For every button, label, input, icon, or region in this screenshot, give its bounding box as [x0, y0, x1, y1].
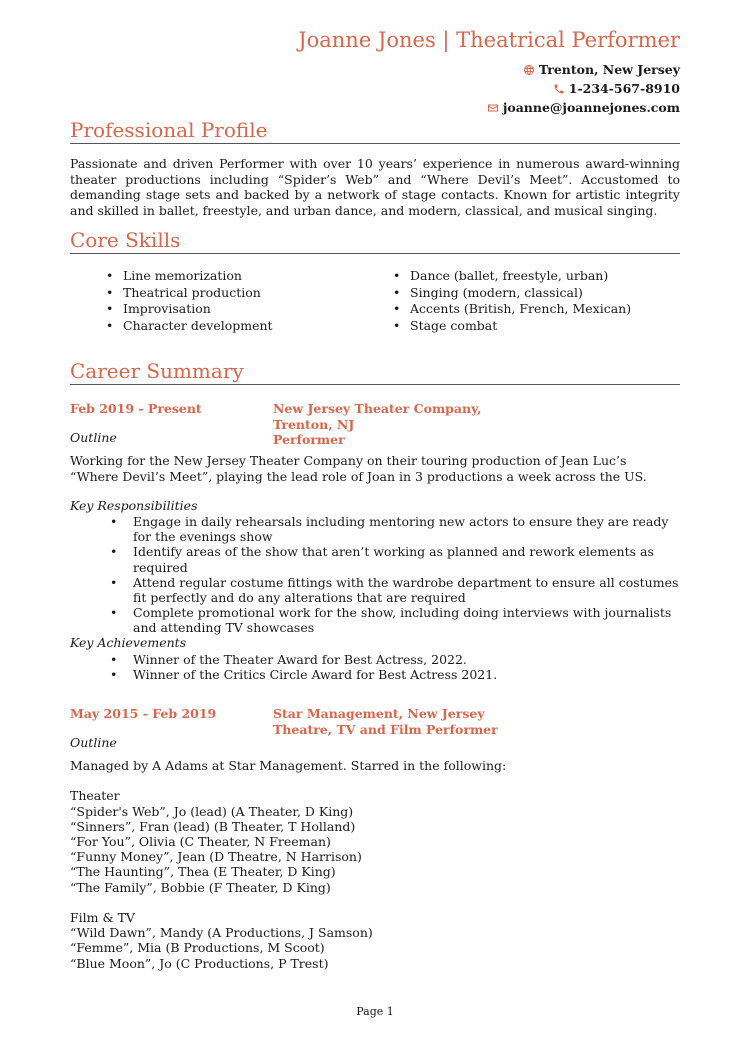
skills-column-left [106, 268, 393, 334]
profile-section-heading [70, 118, 680, 144]
page-title: Joanne Jones | Theatrical Performer [298, 28, 680, 52]
skill-item: • Character development [106, 318, 393, 335]
job-credits-list [70, 758, 670, 971]
outline-label: Outline [70, 735, 117, 750]
job-org-block [273, 401, 533, 448]
location-text: Trenton, New Jersey [538, 62, 680, 77]
job-dates: Feb 2019 - Present [70, 401, 202, 416]
list-item: • Attend regular costume fittings with the wardrobe department to ensure all costumes fit perfectly and do any alterations that are required [110, 575, 680, 605]
job-dates: May 2015 - Feb 2019 [70, 706, 217, 721]
credit-line: “Spider's Web”, Jo (lead) (A Theater, D King) [70, 803, 354, 819]
credit-line [70, 895, 670, 910]
list-item: • Identify areas of the show that aren’t working as planned and rework elements as required [110, 544, 680, 574]
list-item: • Engage in daily rehearsals including mentoring new actors to ensure they are ready for the evenings show [110, 514, 680, 544]
job-role: Theatre, TV and Film Performer [273, 721, 498, 737]
credit-line: “Funny Money”, Jean (D Theatre, N Harrison) [70, 849, 362, 865]
skill-item: • Dance (ballet, freestyle, urban) [393, 268, 680, 285]
responsibilities-list [110, 514, 680, 636]
credit-line: “Sinners”, Fran (lead) (B Theater, T Holland) [70, 818, 356, 834]
job-org: Star Management, New Jersey [273, 706, 485, 721]
profile-text: Passionate and driven Performer with over 10 years’ experience in numerous award-winning theater productions including “Spider’s Web” and “Where Devil’s Meet”. Accustomed to demanding stage sets and backed by a network of stage contacts. Known for artistic integrity and skilled in ballet, freestyle, and urban dance, and modern, classical, and musical singing. [70, 156, 680, 218]
credit-line: “For You”, Olivia (C Theater, N Freeman) [70, 834, 331, 849]
career-section-heading [70, 359, 680, 385]
list-item: • Winner of the Critics Circle Award for Best Actress 2021. [110, 667, 680, 682]
outline-label: Outline [70, 430, 117, 445]
credit-line: Managed by A Adams at Star Management. Starred in the following: [70, 758, 507, 773]
globe-icon [523, 64, 535, 76]
credit-line [70, 773, 670, 788]
skills-section-heading [70, 228, 680, 254]
skills-heading: Core Skills [70, 228, 181, 252]
location-row [487, 60, 680, 79]
credit-line: Film & TV [70, 910, 135, 925]
credit-line: Theater [70, 788, 120, 804]
envelope-icon [487, 102, 499, 114]
skill-item: • Accents (British, French, Mexican) [393, 301, 680, 318]
skills-column-right [393, 268, 680, 334]
email-row [487, 98, 680, 117]
skill-item: • Stage combat [393, 318, 680, 335]
profile-heading: Professional Profile [70, 118, 268, 142]
email-text: joanne@joannejones.com [502, 100, 680, 115]
phone-icon [553, 83, 565, 95]
credit-line: “Femme”, Mia (B Productions, M Scoot) [70, 940, 325, 956]
phone-text: 1-234-567-8910 [568, 81, 680, 96]
resume-page [70, 0, 680, 1061]
skill-item: • Improvisation [106, 301, 393, 318]
credit-line: “Blue Moon”, Jo (C Productions, P Trest) [70, 955, 329, 971]
skill-item: • Theatrical production [106, 285, 393, 302]
job-outline-text: Working for the New Jersey Theater Company on their touring production of Jean Luc’s “Where Devil’s Meet”, playing the lead role of Joan in 3 productions a week across the US. [70, 453, 647, 484]
career-heading: Career Summary [70, 359, 244, 383]
phone-row [487, 79, 680, 98]
skill-item: • Line memorization [106, 268, 393, 285]
list-item: • Winner of the Theater Award for Best Actress, 2022. [110, 652, 680, 667]
job-role: Performer [273, 432, 345, 447]
credit-line: “The Family”, Bobbie (F Theater, D King) [70, 879, 331, 895]
job-org: New Jersey Theater Company, Trenton, NJ [273, 401, 482, 432]
job-org-block [273, 706, 533, 737]
responsibilities-label: Key Responsibilities [70, 498, 198, 513]
skills-list [106, 268, 680, 334]
skill-item: • Singing (modern, classical) [393, 285, 680, 302]
credit-line: “Wild Dawn”, Mandy (A Productions, J Samson) [70, 925, 373, 941]
credit-line: “The Haunting”, Thea (E Theater, D King) [70, 864, 336, 880]
contact-info [487, 60, 680, 117]
page-number: Page 1 [356, 1005, 394, 1018]
achievements-label: Key Achievements [70, 635, 187, 650]
achievements-list [110, 652, 680, 682]
list-item: • Complete promotional work for the show, including doing interviews with journalists and attending TV showcases [110, 605, 680, 635]
